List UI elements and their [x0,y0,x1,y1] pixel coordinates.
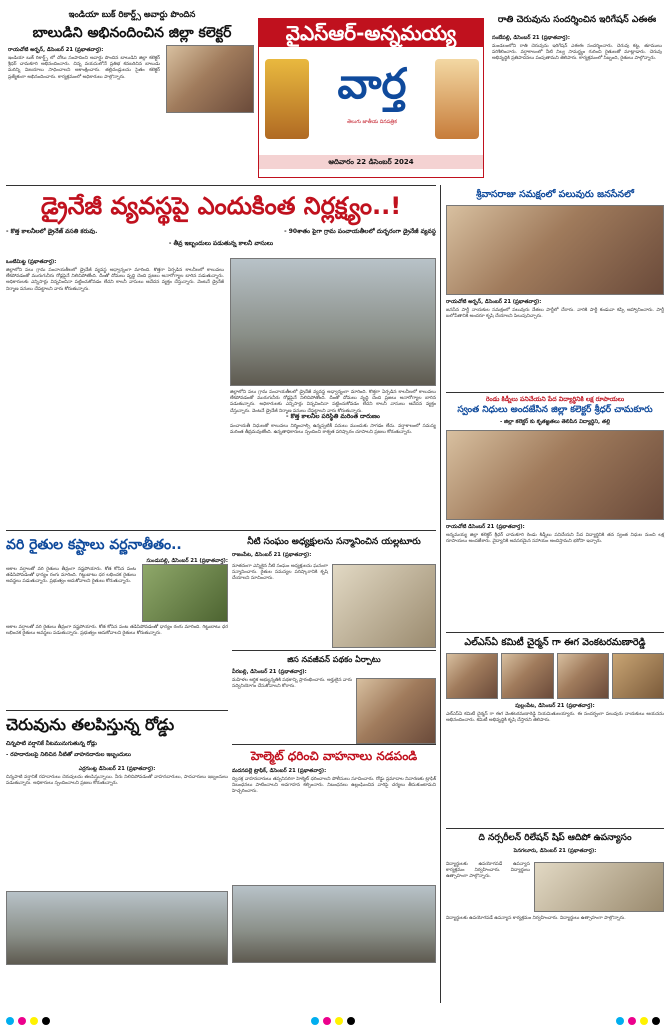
middle-story-2 [232,654,436,690]
top-right-body: మండలంలోని రాతి చెరువును ఇరిగేషన్ ఎఈఈ సందర్శించారు. చెరువు కట్ట, తూములు పరిశీలించారు. వర్షాకాలంలో నీటి నిల్వ సామర్థ్యం గురించి రైతులతో మాట్లాడారు. చెరువు అభివృద్ధికి ప్రతిపాదనలు పంపుతామని తెలిపారు. కార్యక్రమంలో సిబ్బంది, రైతులు పాల్గొన్నారు. [492,44,662,62]
yellow-swatch [640,1017,648,1025]
top-left-dateline: రాయచోటి అర్బన్, డిసెంబర్ 21 (ప్రభాతవార్త): [8,47,104,53]
right-story-3-photo [446,653,498,699]
main-bullet-1: - కొత్త కాలనీలలో డ్రైనేజ్ వసతి కరువు. [6,228,98,235]
right-story-2-sub: - జిల్లా కలెక్టర్ కు కృతజ్ఞతలు తెలిపిన విద్యార్థిని, తల్లి [499,419,611,425]
deity-left-image [265,59,309,139]
divider [446,392,664,393]
divider [6,530,436,531]
divider [6,185,436,186]
masthead-date: ఆదివారం 22 డిసెంబర్ 2024 [259,155,483,169]
color-registration-bar [6,1010,664,1020]
top-left-body: ఇండియా బుక్ రికార్డ్స్ లో చోటు సంపాదించి అవార్డు పొందిన బాలుడిని జిల్లా కలెక్టర్ శ్రీధర్ చామకూరి అభినందించారు. చిన్న వయసులోనే ప్రతిభ కనబరిచిన బాలుడు మరిన్ని విజయాలు సాధించాలని ఆకాంక్షించారు. తల్లిదండ్రులను సైతం కలెక్టర్ ప్రత్యేకంగా అభినందించారు. కార్యక్రమంలో అధికారులు పాల్గొన్నారు. [8,56,160,80]
right-story-1-headline: శ్రీవాసరాజు సమక్షంలో పలువురు జనసేనలో [476,189,634,200]
middle-story-3-dateline: మదనపల్లె ట్రాఫిక్, డిసెంబర్ 21 (ప్రభాతవార్త): [232,768,327,774]
right-story-4-headline: ది నర్సరీలన్ రిలేషన్ షిప్ ఆదిపో ఉపన్యాసం [478,833,632,843]
right-story-3-photo [612,653,664,699]
right-story-2-kicker: రెండు కిడ్నీలు పనిచేయని పేద విద్యార్థినికి లక్ష రూపాయలు [485,396,625,403]
middle-story-3 [232,748,436,963]
left-story-2-dateline: ఎర్రగుంట్ల డిసెంబర్ 21 (ప్రభాతవార్త): [78,766,156,772]
divider [6,710,228,711]
deity-right-image [435,59,479,139]
divider [232,650,436,651]
middle-story-3-headline: హెల్మెట్ ధరించి వాహనాలు నడపండి [250,749,418,763]
left-story-2-sub1: చిన్నపాటి వర్షానికే నీటమునుగుతున్న రోడ్లు [6,741,97,747]
right-story-3-body: ఎల్ఎస్ఏ కమిటీ చైర్మన్ గా ఈగ వెంకటరమణారెడ్డి నియమితులయ్యారు. ఈ సందర్భంగా పలువురు నాయకులు ఆయనను అభినందించారు. కమిటీ అభివృద్ధికి కృషి చేస్తానని తెలిపారు. [446,712,664,724]
left-story-2-sub2: - రహదారులపై నిలిచిన నీటితో వాహనదారుల ఇబ్బందులు [6,752,131,758]
top-right-story [492,14,662,164]
masthead-brand: వార్త [337,59,407,108]
column-divider [440,185,441,1003]
right-story-3-headline: ఎల్ఎస్ఏ కమిటీ చైర్మన్ గా ఈగ వెంకటరమణారెడ్డి [464,637,646,648]
divider [446,828,664,829]
right-story-4-photo [534,862,664,912]
right-story-4 [446,832,664,921]
main-headline: డ్రైనేజీ వ్యవస్థపై ఎందుకింత నిర్లక్ష్యం..! [40,192,402,220]
left-story-2-headline: చెరువును తలపిస్తున్న రోడ్డు [6,715,175,734]
left-story-1 [6,536,228,729]
registration-marks [616,1010,664,1020]
left-story-2-photo [6,891,228,965]
right-story-1 [446,188,664,368]
left-story-1-body-more: అకాల వర్షాలతో వరి రైతులు తీవ్రంగా నష్టపోయారు. కోత కోసిన పంట తడిసిపోవడంతో ధాన్యం రంగు మారింది. గిట్టుబాటు ధర లభించక రైతులు అవస్థలు పడుతున్నారు. ప్రభుత్వం ఆదుకోవాలని రైతులు కోరుతున్నారు. [6,625,228,637]
top-left-headline: బాలుడిని అభినందించిన జిల్లా కలెక్టర్ [32,25,232,41]
yellow-swatch [30,1017,38,1025]
main-photo [230,258,436,386]
black-swatch [652,1017,660,1025]
right-story-3-photo [557,653,609,699]
main-bullet-2: - 90శాతం పైగా గ్రామ పంచాయతీలలో దుర్భరంగా డ్రైనేజీ వ్యవస్థ [284,228,436,235]
top-left-kicker: ఇండియా బుక్ రికార్డ్స్ అవార్డు పొందిన [68,10,196,20]
middle-story-1-photo [332,564,436,648]
cyan-swatch [616,1017,624,1025]
right-story-4-body-more: విద్యార్థులకు ఉపయోగపడే ఉపన్యాస కార్యక్రమం నిర్వహించారు. విద్యార్థులు ఉత్సాహంగా పాల్గొన్నారు. [446,916,626,921]
registration-marks [311,1010,359,1020]
divider [446,632,664,633]
divider [232,744,436,745]
main-bullet-3: - తీవ్ర ఇబ్బందులు పడుతున్న కాలనీ వాసులు [168,240,274,247]
left-story-1-dateline: సుండుపల్లి, డిసెంబర్ 21 (ప్రభాతవార్త): [146,558,228,564]
top-left-story [8,10,256,80]
cyan-swatch [311,1017,319,1025]
masthead [258,18,484,178]
magenta-swatch [323,1017,331,1025]
middle-story-2-dateline: వీరబల్లి, డిసెంబర్ 21 (ప్రభాతవార్త): [232,669,307,675]
top-right-dateline: సంబేపల్లి, డిసెంబర్ 21 (ప్రభాతవార్త): [492,35,570,41]
left-story-1-photo [142,564,228,622]
masthead-tagline: తెలుగు జాతీయ దినపత్రిక [347,119,397,125]
main-body2: పంచాయతీ నిధులతో కాలువలు నిర్మించాల్సి ఉన్నప్పటికీ పనులు ముందుకు సాగడం లేదు. వర్షాకాలంలో సమస్య మరింత తీవ్రమవుతోంది. ఉన్నతాధికారులు స్పందించి శాశ్వత పరిష్కారం చూపాలని ప్రజలు కోరుతున్నారు. [230,424,436,436]
main-dateline: ఒంటిమిట్ట (ప్రభాతవార్త): [6,259,57,265]
main-body: జిల్లాలోని పలు గ్రామ పంచాయతీలలో డ్రైనేజీ వ్యవస్థ అధ్వాన్నంగా మారింది. కొత్తగా ఏర్పడిన కాలనీలలో కాలువలు లేకపోవడంతో మురుగునీరు రోడ్లపైనే నిలిచిపోతోంది. దీంతో దోమలు వృద్ధి చెంది ప్రజలు అనారోగ్యాల బారిన పడుతున్నారు. అధికారులకు ఎన్నిసార్లు విన్నవించినా పట్టించుకోవడం లేదని కాలనీ వాసులు ఆవేదన వ్యక్తం చేస్తున్నారు. వెంటనే డ్రైనేజీ నిర్మాణ పనులు చేపట్టాలని వారు కోరుతున్నారు. [6,268,224,292]
left-story-2-body: చిన్నపాటి వర్షానికే రహదారులు చెరువులను తలపిస్తున్నాయి. నీరు నిలిచిపోవడంతో వాహనదారులు, పాదచారులు ఇబ్బందులు పడుతున్నారు. అధికారులు స్పందించాలని ప్రజలు కోరుతున్నారు. [6,775,228,787]
left-story-1-headline: వరి రైతుల కష్టాలు వర్ణనాతీతం.. [6,537,182,553]
right-story-4-dateline: పెనగలూరు, డిసెంబర్ 21 (ప్రభాతవార్త): [513,848,597,854]
right-story-3-dateline: పుల్లంపేట, డిసెంబర్ 21 (ప్రభాతవార్త): [515,703,595,709]
middle-story-2-photo [356,678,436,744]
middle-story-3-body: ద్విచక్ర వాహనదారులు తప్పనిసరిగా హెల్మెట్ ధరించాలని పోలీసులు సూచించారు. రోడ్డు ప్రమాదాల నివారణకు ట్రాఫిక్ నిబంధనలు పాటించాలని అవగాహన కల్పించారు. నిబంధనలు ఉల్లంఘించిన వారిపై చర్యలు తీసుకుంటామని హెచ్చరించారు. [232,777,436,795]
right-story-3-photo [501,653,553,699]
cyan-swatch [6,1017,14,1025]
middle-story-2-headline: జిస నవజీవన్ పథకం ఏర్పాటు [287,655,381,664]
right-story-1-body: జనసేన పార్టీ నాయకుల సమక్షంలో పలువురు నేతలు పార్టీలో చేరారు. వారికి పార్టీ కండువా కప్పి ఆహ్వానించారు. పార్టీ బలోపేతానికి అందరూ కృషి చేయాలని పిలుపునిచ్చారు. [446,308,664,320]
right-story-4-body: విద్యార్థులకు ఉపయోగపడే ఉపన్యాస కార్యక్రమం నిర్వహించారు. విద్యార్థులు ఉత్సాహంగా పాల్గొన్నారు. [446,862,530,880]
registration-marks [6,1010,54,1020]
right-story-1-dateline: రాయచోటి అర్బన్, డిసెంబర్ 21 (ప్రభాతవార్త): [446,299,542,305]
yellow-swatch [335,1017,343,1025]
main-body-col [6,258,224,536]
middle-story-1-body: నూతనంగా ఎన్నికైన నీటి సంఘం అధ్యక్షులను ఘనంగా సన్మానించారు. రైతుల సమస్యల పరిష్కారానికి కృషి చేయాలని సూచించారు. [232,564,328,582]
middle-story-1-headline: నీటి సంఘం అధ్యక్షులను సన్మానించిన యల్లటూరు [247,537,421,547]
main-body-continued: జిల్లాలోని పలు గ్రామ పంచాయతీలలో డ్రైనేజీ వ్యవస్థ అధ్వాన్నంగా మారింది. కొత్తగా ఏర్పడిన కాలనీలలో కాలువలు లేకపోవడంతో మురుగునీరు రోడ్లపైనే నిలిచిపోతోంది. దీంతో దోమలు వృద్ధి చెంది ప్రజలు అనారోగ్యాల బారిన పడుతున్నారు. అధికారులకు ఎన్నిసార్లు విన్నవించినా పట్టించుకోవడం లేదని కాలనీ వాసులు ఆవేదన వ్యక్తం చేస్తున్నారు. వెంటనే డ్రైనేజీ నిర్మాణ పనులు చేపట్టాలని వారు కోరుతున్నారు. [230,390,436,414]
right-story-2-body: అన్నమయ్య జిల్లా కలెక్టర్ శ్రీధర్ చామకూరి రెండు కిడ్నీలు పనిచేయని పేద విద్యార్థినికి తన స్వంత నిధుల నుంచి లక్ష రూపాయలు అందజేశారు. వైద్యానికి అవసరమైన సహాయం అందిస్తామని భరోసా ఇచ్చారు. [446,533,664,545]
middle-story-1 [232,536,436,582]
main-story [6,190,436,248]
right-story-2-dateline: రాయచోటి డిసెంబర్ 21 (ప్రభాతవార్త): [446,524,525,530]
magenta-swatch [628,1017,636,1025]
right-story-2-headline: స్వంత నిధులు అందజేసిన జిల్లా కలెక్టర్ శ్రీధర్ చామకూరు [457,405,653,415]
middle-story-3-photo [232,885,436,963]
black-swatch [42,1017,50,1025]
left-story-1-body: అకాల వర్షాలతో వరి రైతులు తీవ్రంగా నష్టపోయారు. కోత కోసిన పంట తడిసిపోవడంతో ధాన్యం రంగు మారింది. గిట్టుబాటు ధర లభించక రైతులు అవస్థలు పడుతున్నారు. ప్రభుత్వం ఆదుకోవాలని రైతులు కోరుతున్నారు. [6,567,136,585]
left-story-2 [6,714,228,965]
magenta-swatch [18,1017,26,1025]
main-body2-col [230,390,436,524]
middle-story-1-dateline: రాజంపేట, డిసెంబర్ 21 (ప్రభాతవార్త): [232,552,312,558]
black-swatch [347,1017,355,1025]
top-left-photo [166,45,254,113]
right-story-1-photo [446,205,664,295]
masthead-title: వైఎస్ఆర్-అన్నమయ్య [259,19,483,47]
right-story-2 [446,396,664,593]
middle-story-2-body: మహిళల ఆర్థిక అభ్యున్నతికి పథకాన్ని ప్రారంభించారు. అర్హులైన వారు సద్వినియోగం చేసుకోవాలని కోరారు. [232,678,353,690]
right-story-2-photo [446,430,664,520]
right-story-3 [446,636,664,816]
main-subhead: - కొత్త కాలనీల పరిస్థితి మరింత దారుణం [286,413,380,420]
top-right-headline: రాతి చెరువును సందర్శించిన ఇరిగేషన్ ఎఈఈ [497,15,657,25]
